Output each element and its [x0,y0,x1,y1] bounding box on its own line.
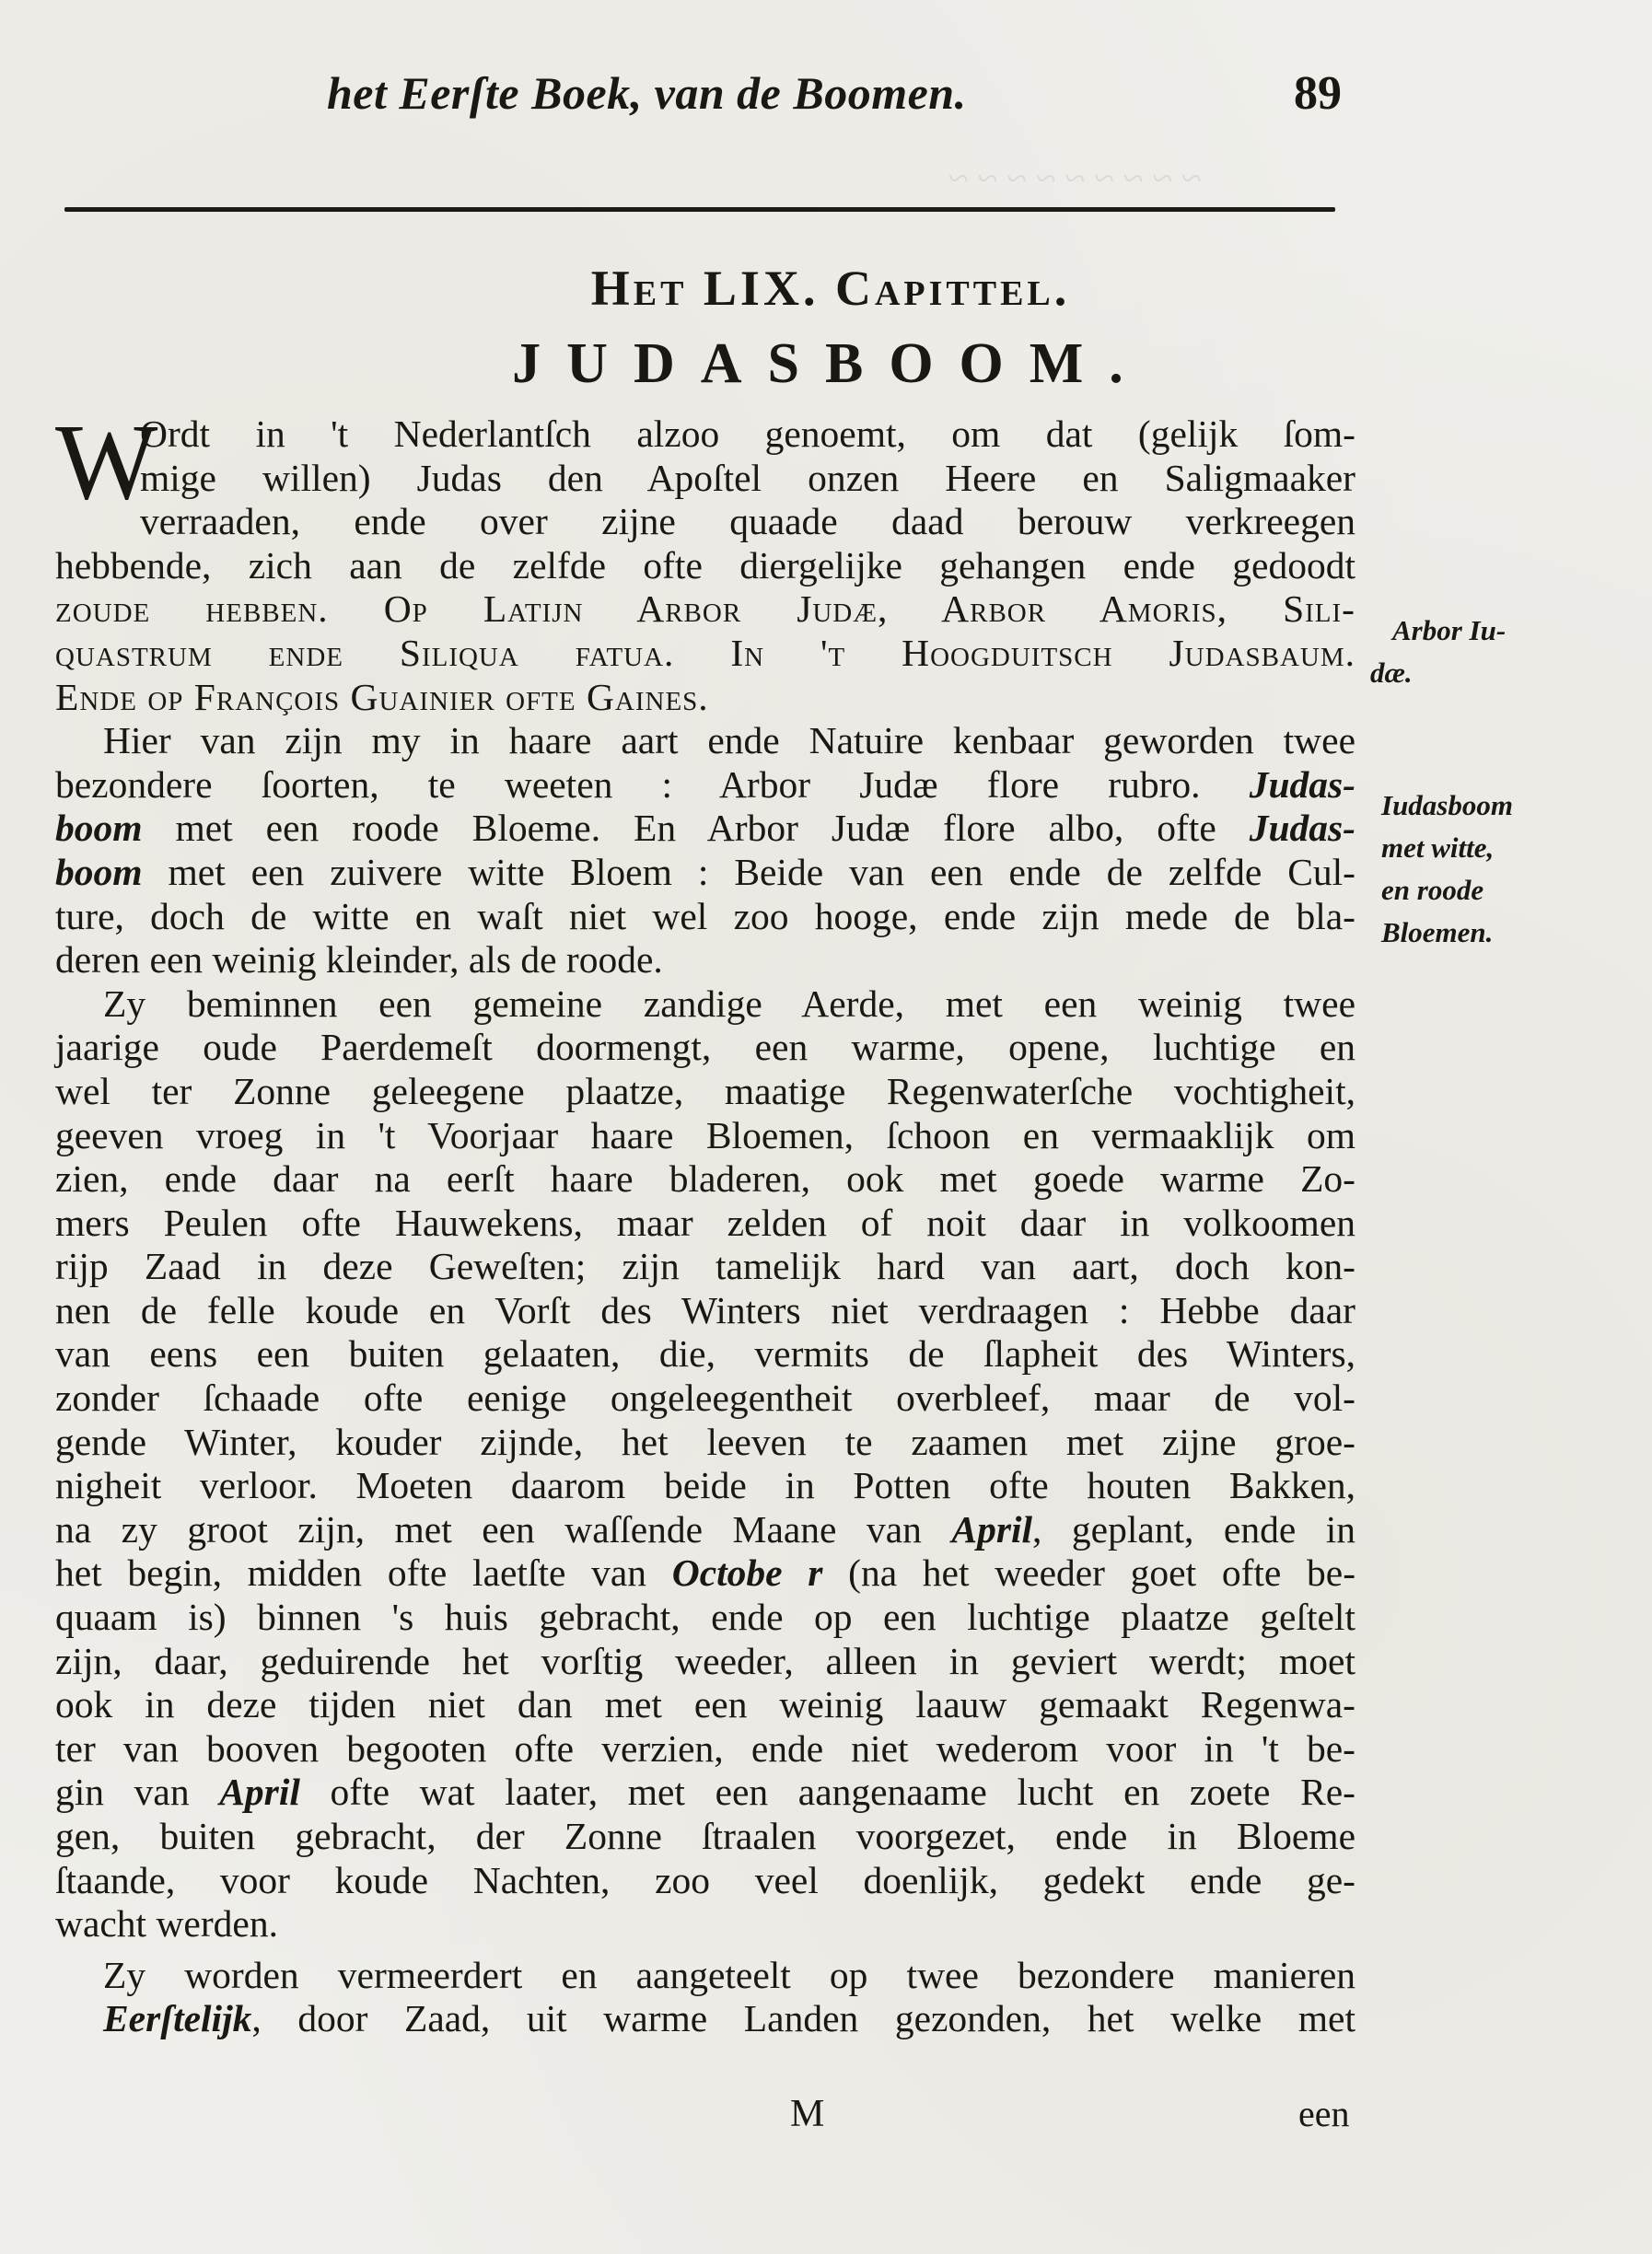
text-line: hebbende, zich aan de zelfde ofte diergelijke gehangen ende gedoodt [55,543,1355,587]
text-line: nigheit verloor. Moeten daarom beide in Potten ofte houten Bakken, [55,1464,1355,1507]
text-segment: bezondere ſoorten, te weeten : Arbor Judæ flore rubro. [55,762,1201,806]
paragraph-2 [55,719,1355,982]
text-line: ſtaande, voor koude Nachten, zoo veel doenlijk, gedekt ende ge- [55,1858,1355,1901]
drop-cap: W [55,401,158,522]
chapter-title: Het LIX. Capittel. [590,261,1071,316]
italic-term: boom [55,850,143,893]
running-header-title: het Eerſte Boek, van de Boomen. [327,67,967,119]
paragraph-1 [55,401,1355,719]
text-line: gen, buiten gebracht, der Zonne ſtraalen voorgezet, ende in Bloeme [55,1815,1355,1857]
text-segment: na zy groot zijn, met een waſſende Maane van [55,1507,922,1551]
italic-term: April [951,1507,1033,1551]
text-line [55,1997,1355,2041]
text-segment: (na het weeder goet ofte be- [848,1551,1356,1595]
text-line: zien, ende daar na eerſt haare bladeren, ook met goede warme Zo- [55,1157,1355,1201]
body-text [55,401,1356,2041]
text-line: deren een weinig kleinder, als de roode. [55,938,663,982]
text-line: Hier van zijn my in haare aart ende Natuire kenbaar geworden twee [103,719,1355,762]
text-line: rijp Zaad in deze Geweſten; zijn tamelijk hard van aart, doch kon- [55,1245,1355,1288]
italic-term: Eerſtelijk [103,1997,252,2040]
margin-note-judasboom-colors [1381,784,1547,954]
paragraph-3 [55,982,1355,1946]
text-segment: met een roode Bloeme. En Arbor Judæ flore albo, ofte [175,807,1216,850]
text-segment: het begin, midden ofte laetſte van [55,1551,647,1595]
text-line: van eens een buiten gelaaten, die, vermits de ſlapheit des Winters, [55,1332,1355,1376]
margin-note-line: Iudasboom [1381,789,1513,821]
margin-note-line: en roode [1381,874,1484,906]
text-line [55,1551,1355,1596]
italic-term: April [219,1771,300,1814]
text-segment: gin van [55,1771,190,1814]
text-segment: ofte wat laater, met een aangenaame lucht en zoete Re- [330,1771,1356,1814]
text-line: zijn, daar, geduirende het vorſtig weeder, alleen in geviert werdt; moet [55,1639,1355,1682]
italic-term: boom [55,807,143,850]
text-line: ture, doch de witte en waſt niet wel zoo hooge, ende zijn mede de bla- [55,894,1355,937]
margin-note-line: Bloemen. [1381,916,1494,948]
text-line [55,851,1355,895]
text-segment: met een zuivere witte Bloem : Beide van een ende de zelfde Cul- [168,850,1356,893]
text-line: mers Peulen ofte Hauwekens, maar zelden of noit daar in volkoomen [55,1201,1355,1244]
italic-term: Judas- [1249,762,1355,806]
text-segment: , geplant, ende in [1032,1507,1356,1551]
margin-note-line: Arbor Iu- [1392,614,1507,646]
italic-term: Judas- [1249,807,1355,850]
text-line: jaarige oude Paerdemeſt doormengt, een warme, opene, luchtige en [55,1026,1355,1069]
text-line: quaam is) binnen 's huis gebracht, ende op een luchtige plaatze geſtelt [55,1596,1355,1639]
show-through-text: ~ ~ ~ ~ ~ ~ ~ ~ ~ [948,157,1202,199]
text-line: mige willen) Judas den Apoſtel onzen Heere en Saligmaaker [140,456,1355,499]
text-line: Zy worden vermeerdert en aangeteelt op twee bezondere manieren [103,1953,1355,1996]
text-line [55,807,1355,851]
chapter-name: JUDASBOOM. [512,332,1149,395]
catchword: een [1298,2093,1350,2134]
text-segment: , door Zaad, uit warme Landen gezonden, het welke met [251,1997,1355,2040]
text-line: nen de felle koude en Vorſt des Winters niet verdraagen : Hebbe daar [55,1288,1355,1331]
text-line: zoude hebben. Op Latijn Arbor Judæ, Arbor Amoris, Sili- [55,587,1355,631]
text-line: gende Winter, kouder zijnde, het leeven te zaamen met zijne groe- [55,1420,1355,1463]
text-line: Ende op François Guainier ofte Gaines. [55,675,709,718]
text-line: Ordt in 't Nederlantſch alzoo genoemt, om dat (gelijk ſom- [140,412,1355,455]
text-line: verraaden, ende over zijne quaade daad berouw verkreegen [140,500,1355,543]
italic-term: Octobe r [671,1551,823,1595]
text-line: geeven vroeg in 't Voorjaar haare Bloemen, ſchoon en vermaaklijk om [55,1113,1355,1156]
text-line [55,1771,1355,1815]
margin-note-line: dæ. [1370,656,1413,689]
page-number: 89 [1294,67,1342,120]
text-line: Zy beminnen een gemeine zandige Aerde, met een weinig twee [103,982,1355,1025]
text-line: zonder ſchaade ofte eenige ongeleegentheit overbleef, maar de vol- [55,1377,1355,1420]
header-rule [64,207,1335,212]
text-line: wel ter Zonne geleegene plaatze, maatige Regenwaterſche vochtigheit, [55,1069,1355,1112]
paragraph-4 [55,1954,1355,2041]
text-line: ter van booven begooten ofte verzien, ende niet wederom voor in 't be- [55,1726,1355,1770]
text-line [55,1508,1355,1552]
margin-note-arbor-judae [1370,610,1507,694]
text-line: ook in deze tijden niet dan met een weinig laauw gemaakt Regenwa- [55,1683,1355,1726]
margin-note-line: met witte, [1381,831,1495,864]
text-line: quastrum ende Siliqua fatua. In 't Hoogduitſch Judasbaum. [55,631,1355,674]
text-line: wacht werden. [55,1902,278,1946]
text-line [55,763,1355,807]
signature-mark: M [790,2093,825,2135]
